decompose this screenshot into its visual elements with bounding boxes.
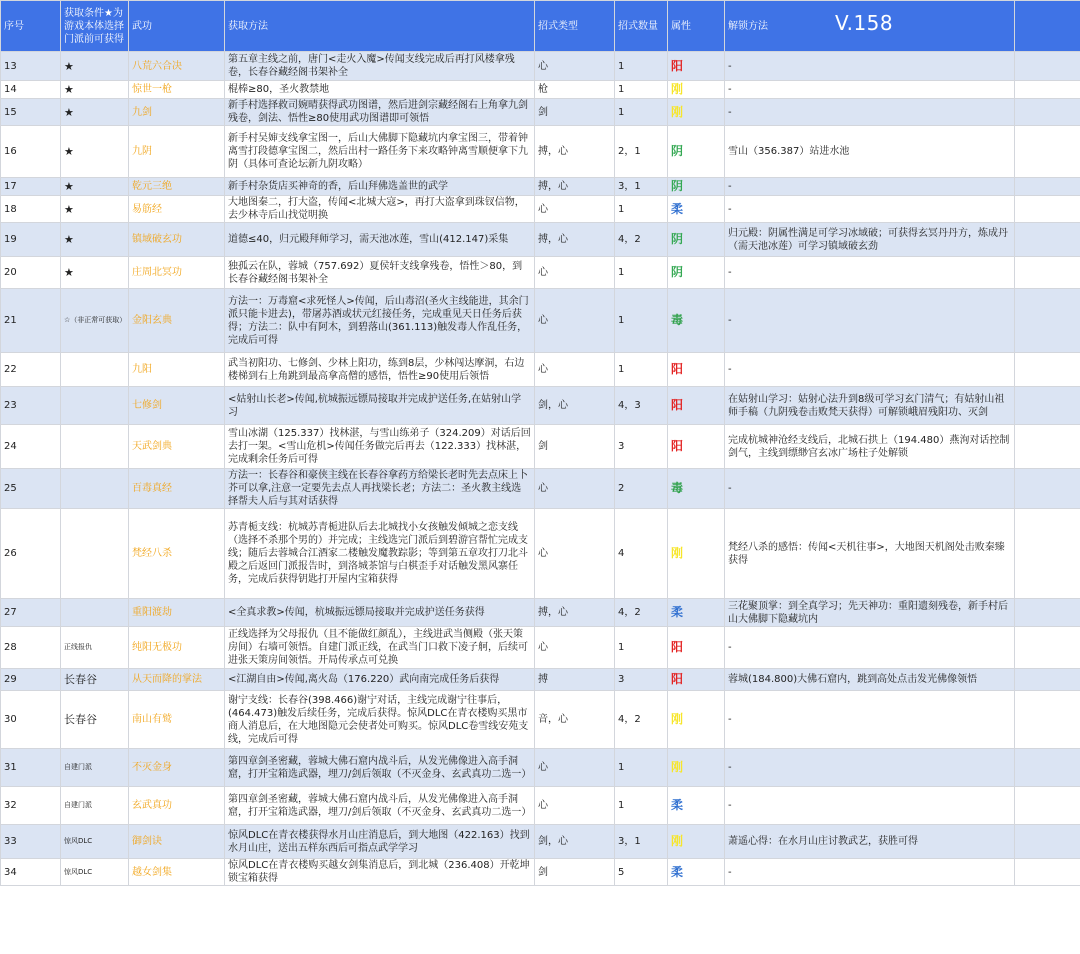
table-row (1, 178, 1080, 196)
cell-empty[interactable] (1015, 178, 1080, 196)
cell-unlock[interactable]: - (725, 787, 1015, 825)
cell-index[interactable]: 13 (1, 52, 61, 81)
table-row (1, 223, 1080, 257)
cell-attribute[interactable]: 柔 (668, 196, 725, 223)
cell-empty[interactable] (1015, 469, 1080, 509)
cell-unlock[interactable]: - (725, 81, 1015, 99)
table-row (1, 509, 1080, 599)
cell-move-count[interactable]: 1 (615, 99, 668, 126)
cell-method[interactable]: 武当初阳功、七修剑、少林上阳功，练到8层，少林闯达摩洞，右边楼梯到右上角跳到最高拿高僧的感悟，悟性≥90使用后领悟 (225, 353, 535, 387)
cell-method[interactable]: 苏青栀支线：杭城苏青栀进队后去北城找小女孩触发倾城之恋支线（选择不杀那个男的）并完成；主线选完门派后到碧游宫帮忙完成支线；随后去蓉城合江酒家二楼触发魔教踪影；等到第五章攻打刀北斗殿之后返回门派报告时，到洛城茶馆与白棋歪手对话触发黑风寨任务，完成后获得钥匙打开屋内宝箱获得 (225, 509, 535, 599)
cell-condition[interactable]: 自建门派 (61, 749, 129, 787)
cell-attribute[interactable]: 刚 (668, 749, 725, 787)
cell-skill[interactable]: 不灭金身 (129, 749, 225, 787)
table-row (1, 669, 1080, 691)
cell-skill[interactable]: 天武剑典 (129, 425, 225, 469)
cell-condition[interactable]: ★ (61, 81, 129, 99)
header-unlock[interactable] (725, 1, 1015, 52)
cell-attribute[interactable]: 柔 (668, 859, 725, 886)
cell-empty[interactable] (1015, 81, 1080, 99)
cell-attribute[interactable]: 阴 (668, 178, 725, 196)
cell-move-type[interactable]: 心 (535, 787, 615, 825)
cell-skill[interactable]: 镇域破玄功 (129, 223, 225, 257)
cell-move-count[interactable]: 5 (615, 859, 668, 886)
cell-method[interactable]: 新手村杂货店买神奇的香，后山拜佛选盖世的武学 (225, 178, 535, 196)
cell-index[interactable]: 34 (1, 859, 61, 886)
table-row (1, 257, 1080, 289)
cell-unlock[interactable]: - (725, 627, 1015, 669)
cell-index[interactable]: 17 (1, 178, 61, 196)
cell-move-count[interactable]: 1 (615, 353, 668, 387)
cell-move-type[interactable]: 枪 (535, 81, 615, 99)
cell-skill[interactable]: 梵经八杀 (129, 509, 225, 599)
table-row (1, 81, 1080, 99)
cell-move-count[interactable]: 1 (615, 81, 668, 99)
version-label: V.158 (835, 11, 894, 35)
cell-condition[interactable]: 自建门派 (61, 787, 129, 825)
cell-empty[interactable] (1015, 787, 1080, 825)
cell-move-count[interactable]: 4，2 (615, 599, 668, 627)
cell-move-type[interactable]: 搏，心 (535, 223, 615, 257)
cell-move-type[interactable]: 音，心 (535, 691, 615, 749)
cell-condition[interactable]: 正线报仇 (61, 627, 129, 669)
cell-move-count[interactable]: 3 (615, 669, 668, 691)
cell-attribute[interactable]: 阳 (668, 52, 725, 81)
cell-move-count[interactable]: 3，1 (615, 825, 668, 859)
cell-condition[interactable]: ★ (61, 196, 129, 223)
cell-attribute[interactable]: 刚 (668, 509, 725, 599)
cell-method[interactable]: <全真求教>传闻，杭城振远镖局接取并完成护送任务获得 (225, 599, 535, 627)
cell-unlock[interactable]: - (725, 469, 1015, 509)
cell-index[interactable]: 20 (1, 257, 61, 289)
cell-method[interactable]: 棍棒≥80，圣火教禁地 (225, 81, 535, 99)
cell-index[interactable]: 21 (1, 289, 61, 353)
cell-attribute[interactable]: 柔 (668, 599, 725, 627)
cell-empty[interactable] (1015, 257, 1080, 289)
cell-skill[interactable]: 易筋经 (129, 196, 225, 223)
cell-condition[interactable]: 长春谷 (61, 691, 129, 749)
cell-index[interactable]: 16 (1, 126, 61, 178)
cell-index[interactable]: 22 (1, 353, 61, 387)
cell-skill[interactable]: 御剑诀 (129, 825, 225, 859)
cell-method[interactable]: 谢宁支线：长春谷(398.466)谢宁对话，主线完成谢宁往事后，(464.473)触发后续任务，完成后获得。惊风DLC在青衣楼购买黑市商人消息后，在大地图隐元会使者处可购买。惊风DLC卷雪线安苑支线，完成后可得 (225, 691, 535, 749)
cell-index[interactable]: 15 (1, 99, 61, 126)
cell-condition[interactable]: ☆（非正常可获取） (61, 289, 129, 353)
cell-skill[interactable]: 八荒六合决 (129, 52, 225, 81)
cell-move-count[interactable]: 1 (615, 196, 668, 223)
cell-move-type[interactable]: 剑 (535, 859, 615, 886)
cell-move-count[interactable]: 3 (615, 425, 668, 469)
cell-attribute[interactable]: 刚 (668, 825, 725, 859)
cell-move-count[interactable]: 2，1 (615, 126, 668, 178)
cell-move-count[interactable]: 1 (615, 289, 668, 353)
cell-attribute[interactable]: 阳 (668, 627, 725, 669)
cell-move-count[interactable]: 1 (615, 749, 668, 787)
cell-condition[interactable]: 长春谷 (61, 669, 129, 691)
cell-index[interactable]: 32 (1, 787, 61, 825)
cell-index[interactable]: 26 (1, 509, 61, 599)
cell-skill[interactable]: 乾元三绝 (129, 178, 225, 196)
cell-skill[interactable]: 惊世一枪 (129, 81, 225, 99)
cell-skill[interactable]: 金阳玄典 (129, 289, 225, 353)
cell-condition[interactable] (61, 469, 129, 509)
cell-condition[interactable]: ★ (61, 257, 129, 289)
cell-method[interactable]: <姑射山长老>传闻,杭城振远镖局接取并完成护送任务,在姑射山学习 (225, 387, 535, 425)
cell-move-count[interactable]: 3，1 (615, 178, 668, 196)
cell-skill[interactable]: 玄武真功 (129, 787, 225, 825)
cell-index[interactable]: 29 (1, 669, 61, 691)
cell-unlock[interactable]: 蓉城(184.800)大佛石窟内，跳到高处点击发光佛像领悟 (725, 669, 1015, 691)
cell-method[interactable]: 第四章剑圣密藏，蓉城大佛石窟内战斗后，从发光佛像进入高手洞窟，打开宝箱选武器，埋刀/剑后领取（不灭金身、玄武真功二选一） (225, 749, 535, 787)
cell-skill[interactable]: 九剑 (129, 99, 225, 126)
cell-move-count[interactable]: 2 (615, 469, 668, 509)
cell-move-type[interactable]: 心 (535, 469, 615, 509)
cell-skill[interactable]: 越女剑集 (129, 859, 225, 886)
cell-method[interactable]: 雪山冰湖（125.337）找林湛，与雪山练弟子（324.209）对话后回去打一架。<雪山危机>传闻任务做完后再去（122.333）找林湛，完成剩余任务后可得 (225, 425, 535, 469)
header-skill[interactable]: 武功 (129, 1, 225, 52)
table-row (1, 52, 1080, 81)
cell-move-type[interactable]: 心 (535, 509, 615, 599)
cell-unlock[interactable]: 在姑射山学习：姑射心法升到8级可学习玄门清气；有姑射山祖师手稿（九阴残卷击败梵天获得）可解锁峨眉残阳功、灭剑 (725, 387, 1015, 425)
table-row (1, 425, 1080, 469)
cell-unlock[interactable]: - (725, 257, 1015, 289)
table-row (1, 627, 1080, 669)
cell-unlock[interactable]: 雪山（356.387）站进水池 (725, 126, 1015, 178)
cell-condition[interactable]: ★ (61, 223, 129, 257)
cell-unlock[interactable]: - (725, 52, 1015, 81)
cell-move-type[interactable]: 心 (535, 52, 615, 81)
cell-skill[interactable]: 九阳 (129, 353, 225, 387)
cell-method[interactable]: 新手村吴婶支线拿宝图一，后山大佛脚下隐藏坑内拿宝图三，带着钟离雪打段德拿宝图二，然后出村一路任务下来攻略钟离雪顺便拿下九阴（具体可查论坛新九阴攻略） (225, 126, 535, 178)
cell-condition[interactable] (61, 509, 129, 599)
cell-move-count[interactable]: 4，2 (615, 691, 668, 749)
cell-empty[interactable] (1015, 289, 1080, 353)
cell-empty[interactable] (1015, 825, 1080, 859)
header-index[interactable]: 序号 (1, 1, 61, 52)
cell-method[interactable]: 正线选择为父母报仇（且不能做红颜乱），主线进武当侧殿（张天策房间）右墙可领悟。自建门派正线，在武当门口救下凌子舸，后续可进张天策房间领悟。开局传承点可兑换 (225, 627, 535, 669)
cell-index[interactable]: 27 (1, 599, 61, 627)
table-row (1, 387, 1080, 425)
cell-method[interactable]: 新手村选择救司婉晴获得武功图谱，然后进剑宗藏经阁右上角拿九剑残卷，剑法、悟性≥80使用武功图谱即可领悟 (225, 99, 535, 126)
cell-attribute[interactable]: 柔 (668, 787, 725, 825)
cell-attribute[interactable]: 阴 (668, 126, 725, 178)
header-row (1, 1, 1080, 52)
cell-condition[interactable]: ★ (61, 126, 129, 178)
cell-index[interactable]: 19 (1, 223, 61, 257)
cell-move-count[interactable]: 1 (615, 627, 668, 669)
cell-attribute[interactable]: 刚 (668, 691, 725, 749)
table-row (1, 99, 1080, 126)
cell-move-count[interactable]: 1 (615, 257, 668, 289)
cell-index[interactable]: 31 (1, 749, 61, 787)
cell-method[interactable]: 第四章剑圣密藏，蓉城大佛石窟内战斗后，从发光佛像进入高手洞窟，打开宝箱选武器，埋刀/剑后领取（不灭金身、玄武真功二选一） (225, 787, 535, 825)
cell-skill[interactable]: 纯阳无极功 (129, 627, 225, 669)
cell-unlock[interactable]: - (725, 99, 1015, 126)
header-empty[interactable] (1015, 1, 1080, 52)
cell-empty[interactable] (1015, 99, 1080, 126)
table-row (1, 469, 1080, 509)
cell-method[interactable]: 惊风DLC在青衣楼获得水月山庄消息后，到大地图（422.163）找到水月山庄，送出五样东西后可指点武学学习 (225, 825, 535, 859)
cell-empty[interactable] (1015, 627, 1080, 669)
cell-condition[interactable] (61, 599, 129, 627)
cell-index[interactable]: 30 (1, 691, 61, 749)
cell-unlock[interactable]: 完成杭城神沧经支线后，北城石拱上（194.480）燕洵对话控制剑气，主线到缥缈宫玄冰广场柱子处解锁 (725, 425, 1015, 469)
cell-empty[interactable] (1015, 509, 1080, 599)
cell-attribute[interactable]: 刚 (668, 99, 725, 126)
cell-skill[interactable]: 七修剑 (129, 387, 225, 425)
cell-empty[interactable] (1015, 691, 1080, 749)
cell-skill[interactable]: 重阳渡劫 (129, 599, 225, 627)
cell-attribute[interactable]: 阴 (668, 257, 725, 289)
cell-unlock[interactable]: - (725, 353, 1015, 387)
cell-skill[interactable]: 从天而降的掌法 (129, 669, 225, 691)
cell-method[interactable]: 第五章主线之前，唐门<走火入魔>传闻支线完成后再打风楼拿残卷，长春谷藏经阁书架补全 (225, 52, 535, 81)
cell-move-type[interactable]: 心 (535, 749, 615, 787)
header-attribute[interactable]: 属性 (668, 1, 725, 52)
cell-index[interactable]: 23 (1, 387, 61, 425)
cell-move-type[interactable]: 心 (535, 196, 615, 223)
table-row (1, 787, 1080, 825)
cell-attribute[interactable]: 毒 (668, 469, 725, 509)
cell-unlock[interactable]: - (725, 289, 1015, 353)
cell-attribute[interactable]: 刚 (668, 81, 725, 99)
cell-move-type[interactable]: 剑，心 (535, 387, 615, 425)
table-row (1, 353, 1080, 387)
table-row (1, 289, 1080, 353)
table-row (1, 749, 1080, 787)
cell-move-type[interactable]: 搏，心 (535, 599, 615, 627)
cell-condition[interactable] (61, 353, 129, 387)
cell-attribute[interactable]: 阳 (668, 387, 725, 425)
cell-unlock[interactable]: - (725, 691, 1015, 749)
cell-attribute[interactable]: 阴 (668, 223, 725, 257)
cell-index[interactable]: 18 (1, 196, 61, 223)
header-unlock-label: 解锁方法 (728, 20, 768, 32)
cell-empty[interactable] (1015, 425, 1080, 469)
cell-condition[interactable] (61, 387, 129, 425)
cell-unlock[interactable]: 萧遥心得：在水月山庄讨教武艺，获胜可得 (725, 825, 1015, 859)
cell-index[interactable]: 28 (1, 627, 61, 669)
cell-method[interactable]: 大地图秦二，打大盗，传闻<北城大寇>，再打大盗拿到珠钗信物，去少林寺后山找觉明换 (225, 196, 535, 223)
cell-move-count[interactable]: 1 (615, 787, 668, 825)
cell-empty[interactable] (1015, 859, 1080, 886)
cell-attribute[interactable]: 毒 (668, 289, 725, 353)
table-row (1, 859, 1080, 886)
header-move-count[interactable]: 招式数量 (615, 1, 668, 52)
cell-move-type[interactable]: 剑，心 (535, 825, 615, 859)
cell-move-type[interactable]: 心 (535, 257, 615, 289)
cell-attribute[interactable]: 阳 (668, 425, 725, 469)
cell-empty[interactable] (1015, 196, 1080, 223)
cell-condition[interactable]: ★ (61, 99, 129, 126)
cell-move-count[interactable]: 4 (615, 509, 668, 599)
cell-attribute[interactable]: 阳 (668, 353, 725, 387)
cell-condition[interactable]: ★ (61, 52, 129, 81)
header-condition[interactable]: 获取条件★为游戏本体选择门派前可获得 (61, 1, 129, 52)
cell-move-type[interactable]: 搏，心 (535, 126, 615, 178)
header-method[interactable]: 获取方法 (225, 1, 535, 52)
cell-index[interactable]: 14 (1, 81, 61, 99)
cell-move-count[interactable]: 4，2 (615, 223, 668, 257)
cell-method[interactable]: 方法一：万毒窟<求死怪人>传闻，后山毒沼(圣火主线能进，其余门派只能卡进去)，带屠苏酒或状元红接任务，完成重见天日任务后获得；方法二：队中有阿木，到碧落山(361.113)触发毒人作乱任务，完成后可得 (225, 289, 535, 353)
cell-empty[interactable] (1015, 387, 1080, 425)
cell-unlock[interactable]: - (725, 178, 1015, 196)
cell-skill[interactable]: 南山有鹫 (129, 691, 225, 749)
cell-move-type[interactable]: 剑 (535, 99, 615, 126)
cell-empty[interactable] (1015, 223, 1080, 257)
cell-move-type[interactable]: 心 (535, 353, 615, 387)
cell-skill[interactable]: 庄周北冥功 (129, 257, 225, 289)
cell-index[interactable]: 25 (1, 469, 61, 509)
header-move-type[interactable]: 招式类型 (535, 1, 615, 52)
table-row (1, 825, 1080, 859)
cell-method[interactable]: 惊风DLC在青衣楼购买越女剑集消息后，到北城（236.408）开乾坤锁宝箱获得 (225, 859, 535, 886)
table-row (1, 196, 1080, 223)
cell-unlock[interactable]: - (725, 196, 1015, 223)
cell-method[interactable]: 独孤云在队，蓉城（757.692）夏侯轩支线拿残卷，悟性＞80，到长春谷藏经阁书架补全 (225, 257, 535, 289)
cell-method[interactable]: <江湖自由>传闻,离火岛（176.220）武向南完成任务后获得 (225, 669, 535, 691)
cell-unlock[interactable]: 梵经八杀的感悟：传闻<天机往事>，大地图天机阁处击败秦臻获得 (725, 509, 1015, 599)
cell-unlock[interactable]: 三花聚顶掌：到全真学习；先天神功：重阳遗刻残卷，新手村后山大佛脚下隐藏坑内 (725, 599, 1015, 627)
cell-condition[interactable] (61, 425, 129, 469)
table-row (1, 126, 1080, 178)
cell-unlock[interactable]: 归元殿：阴属性满足可学习冰域破；可获得玄冥丹丹方，炼成丹（需天池冰莲）可学习镇域破玄劲 (725, 223, 1015, 257)
cell-empty[interactable] (1015, 599, 1080, 627)
cell-empty[interactable] (1015, 52, 1080, 81)
cell-move-type[interactable]: 剑 (535, 425, 615, 469)
table-row (1, 691, 1080, 749)
cell-condition[interactable]: 惊风DLC (61, 825, 129, 859)
cell-move-type[interactable]: 搏 (535, 669, 615, 691)
cell-condition[interactable]: ★ (61, 178, 129, 196)
cell-move-count[interactable]: 4，3 (615, 387, 668, 425)
cell-empty[interactable] (1015, 669, 1080, 691)
cell-empty[interactable] (1015, 126, 1080, 178)
cell-method[interactable]: 道德≤40，归元殿拜师学习，需天池冰莲，雪山(412.147)采集 (225, 223, 535, 257)
cell-move-type[interactable]: 心 (535, 627, 615, 669)
cell-attribute[interactable]: 阳 (668, 669, 725, 691)
cell-empty[interactable] (1015, 353, 1080, 387)
cell-condition[interactable]: 惊风DLC (61, 859, 129, 886)
cell-index[interactable]: 33 (1, 825, 61, 859)
cell-method[interactable]: 方法一：长春谷和豪侠主线在长春谷拿药方给梁长老时先去点床上卜芥可以拿,注意一定要先去点人再找梁长老；方法二：圣火教主线选择帮夫人后与其对话获得 (225, 469, 535, 509)
cell-empty[interactable] (1015, 749, 1080, 787)
cell-skill[interactable]: 九阴 (129, 126, 225, 178)
cell-move-count[interactable]: 1 (615, 52, 668, 81)
cell-move-type[interactable]: 心 (535, 289, 615, 353)
table-row (1, 599, 1080, 627)
cell-skill[interactable]: 百毒真经 (129, 469, 225, 509)
cell-index[interactable]: 24 (1, 425, 61, 469)
cell-unlock[interactable]: - (725, 859, 1015, 886)
cell-unlock[interactable]: - (725, 749, 1015, 787)
cell-move-type[interactable]: 搏，心 (535, 178, 615, 196)
